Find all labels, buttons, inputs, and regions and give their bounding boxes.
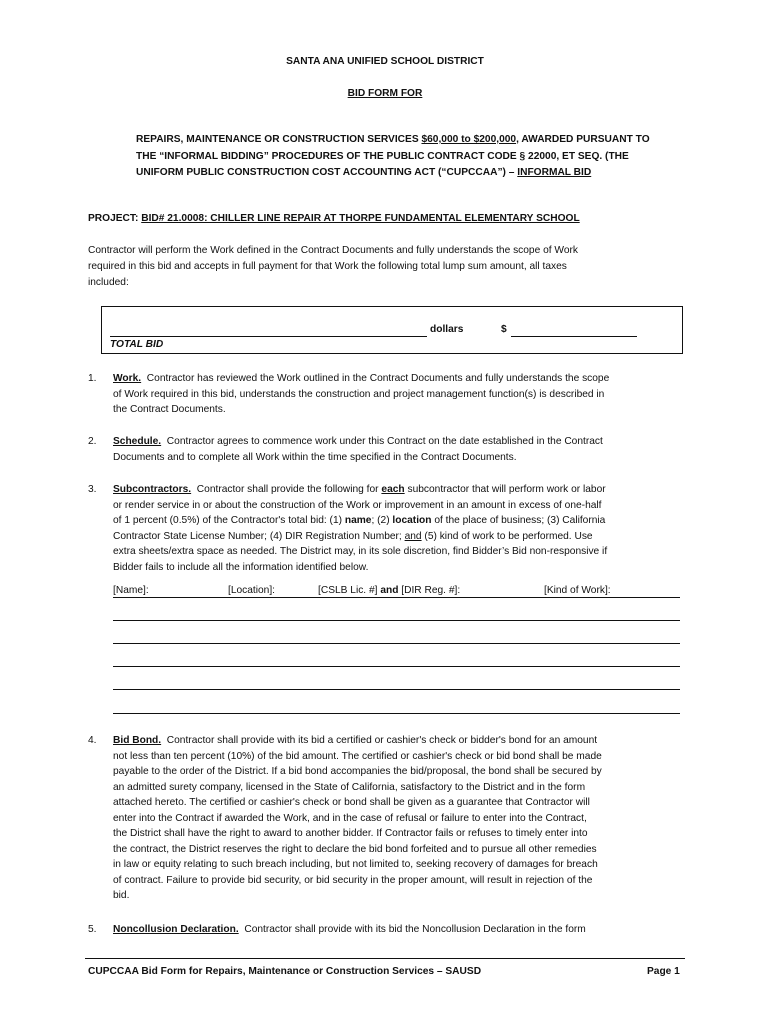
col-location-header: [Location]:	[228, 585, 276, 596]
dollar-sign: $	[501, 324, 507, 335]
total-bid-label: TOTAL BID	[110, 339, 164, 350]
intro-line: included:	[88, 277, 129, 288]
section-noncollusion	[113, 922, 683, 938]
section-text: of the place of business; (3) California	[431, 515, 606, 526]
section-text: extra sheets/extra space as needed. The District may, in its sole discretion, find Bidder’s Bid non-responsive if	[113, 546, 608, 557]
col-and-text: and	[380, 585, 399, 596]
footer-rule	[85, 958, 685, 959]
col-cslb-text: [CSLB Lic. #]	[318, 585, 378, 596]
district-title: SANTA ANA UNIFIED SCHOOL DISTRICT	[286, 56, 484, 67]
section-work	[113, 371, 683, 418]
section-label: Bid Bond.	[113, 735, 162, 746]
subtitle-line-3	[136, 165, 591, 181]
col-kind-header: [Kind of Work]:	[544, 585, 611, 596]
section-bid-bond	[113, 733, 683, 904]
section-text: Contractor shall provide with its bid the Noncollusion Declaration in the form	[244, 924, 586, 935]
section-text: the contract, the District reserves the right to declare the bid bond forfeited and to pursue all other remedies	[113, 843, 597, 855]
section-label: Subcontractors.	[113, 484, 192, 495]
section-text: enter into the Contract if awarded the Work, and in the case of refusal or failure to enter into the Contract,	[113, 812, 587, 824]
section-number: 2.	[88, 436, 97, 447]
intro-line: required in this bid and accepts in full payment for that Work the following total lump sum amount, all taxes	[88, 261, 567, 272]
section-text: Contractor shall provide the following for	[196, 484, 382, 495]
informal-bid-label: INFORMAL BID	[517, 167, 592, 178]
section-number: 3.	[88, 484, 97, 495]
subcontractor-row-line[interactable]	[113, 666, 680, 667]
form-title	[0, 86, 770, 102]
emphasis-location: location	[392, 515, 432, 526]
subcontractor-row-line[interactable]	[113, 689, 680, 690]
section-number: 1.	[88, 373, 97, 384]
subcontractor-row-line[interactable]	[113, 643, 680, 644]
table-header-underline	[113, 597, 680, 598]
subcontractor-row-line[interactable]	[113, 620, 680, 621]
section-text: ; (2)	[371, 515, 393, 526]
section-text: the District shall have the right to award to another bidder. If Contractor fails or refuses to timely enter into	[113, 828, 588, 839]
section-text: payable to the order of the District. If a bid bond accompanies the bid/proposal, the bond shall be secured by	[113, 766, 602, 777]
emphasis-each: each	[381, 484, 405, 495]
project-label: PROJECT:	[88, 213, 142, 224]
footer-title: CUPCCAA Bid Form for Repairs, Maintenance or Construction Services – SAUSD	[88, 966, 482, 977]
col-name-header: [Name]:	[113, 585, 149, 596]
section-text: of 1 percent (0.5%) of the Contractor's total bid: (1)	[113, 515, 345, 526]
section-text: subcontractor that will perform work or labor	[404, 484, 606, 495]
section-label: Work.	[113, 373, 142, 384]
section-label: Noncollusion Declaration.	[113, 924, 239, 935]
section-text: not less than ten percent (10%) of the bid amount. The certified or cashier's check or bid bond shall be made	[113, 750, 602, 762]
section-text: of Work required in this bid, understands the construction and project management function(s) is described in	[113, 388, 605, 400]
section-number: 5.	[88, 924, 97, 935]
subtitle-text: REPAIRS, MAINTENANCE OR CONSTRUCTION SERVICES	[136, 134, 422, 145]
page-number: Page 1	[647, 966, 680, 977]
section-text: Contractor State License Number; (4) DIR Registration Number;	[113, 530, 405, 542]
emphasis-and: and	[404, 530, 422, 542]
form-title-text: BID FORM FOR	[347, 88, 423, 99]
section-text: Contractor has reviewed the Work outlined in the Contract Documents and fully understands the scope	[146, 373, 610, 384]
section-text: the Contract Documents.	[113, 404, 226, 415]
section-text: or render service in or about the construction of the Work or improvement in an amount in excess of one-half	[113, 499, 602, 511]
section-text: Bidder fails to include all the information identified below.	[113, 561, 369, 573]
section-text: Contractor agrees to commence work under this Contract on the date established in the Contract	[166, 436, 603, 447]
section-text: Documents and to complete all Work within the time specified in the Contract Documents.	[113, 451, 517, 463]
section-number: 4.	[88, 735, 97, 746]
project-line	[88, 211, 580, 227]
section-text: an admitted surety company, licensed in the State of California, satisfactory to the District and in the form	[113, 781, 586, 793]
section-text: attached hereto. The certified or cashier's check or bond shall be given as a guarantee that Contractor will	[113, 797, 590, 808]
subtitle-line-1	[136, 132, 650, 148]
section-label: Schedule.	[113, 436, 162, 447]
total-bid-box	[101, 306, 683, 354]
col-dir-text: [DIR Reg. #]:	[401, 585, 461, 596]
subcontractor-row-line[interactable]	[113, 713, 680, 714]
subtitle-line-2: THE “INFORMAL BIDDING” PROCEDURES OF THE PUBLIC CONTRACT CODE § 22000, ET SEQ. (THE	[136, 151, 629, 162]
section-text: Contractor shall provide with its bid a certified or cashier's check or bidder's bond for an amount	[166, 735, 598, 746]
section-schedule	[113, 434, 683, 465]
subtitle-text: , AWARDED PURSUANT TO	[516, 134, 650, 145]
emphasis-name: name	[344, 515, 372, 526]
section-text: bid.	[113, 890, 130, 901]
section-text: (5) kind of work to be performed. Use	[421, 530, 593, 542]
section-text: in law or equity relating to such breach including, but not limited to, seeking recovery of damages for breach	[113, 859, 598, 870]
total-amount-field[interactable]	[511, 336, 637, 337]
price-range: $60,000 to $200,000	[421, 134, 517, 145]
section-text: of contract. Failure to provide bid security, or bid security in the proper amount, will result in rejection of the	[113, 874, 593, 886]
project-name: BID# 21.0008: CHILLER LINE REPAIR AT THORPE FUNDAMENTAL ELEMENTARY SCHOOL	[141, 213, 580, 224]
intro-line: Contractor will perform the Work defined in the Contract Documents and fully understands the scope of Work	[88, 245, 578, 256]
section-subcontractors	[113, 482, 683, 575]
dollars-label: dollars	[430, 324, 464, 335]
subtitle-text: UNIFORM PUBLIC CONSTRUCTION COST ACCOUNTING ACT (“CUPCCAA”) –	[136, 167, 518, 178]
